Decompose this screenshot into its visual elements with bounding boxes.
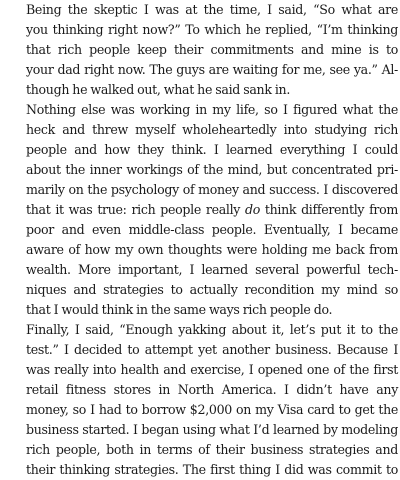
text-line: their thinking strategies. The first thing I did was commit to [26,462,398,477]
text-line: poor and even middle-class people. Eventually, I became [26,222,398,237]
text-line: people and how they think. I learned everything I could [26,142,398,157]
text-segment: think differently from [259,202,398,217]
text-line: wealth. More important, I learned several powerful tech- [26,262,398,277]
text-line: that rich people keep their commitments and mine is to [26,42,398,57]
text-line-with-emphasis [4,200,398,220]
text-line: business started. I began using what I’d learned by modeling [26,422,398,437]
text-line: test.” I decided to attempt yet another business. Because I [26,342,398,357]
text-line: Nothing else was working in my life, so I figured what the [26,102,398,117]
text-line: though he walked out, what he said sank in. [26,82,291,97]
text-line: about the inner workings of the mind, but concentrated pri- [26,162,398,177]
text-line: heck and threw myself wholeheartedly into studying rich [26,122,398,137]
text-line: aware of how my own thoughts were holding me back from [26,242,398,257]
text-line: was really into health and exercise, I opened one of the first [26,362,398,377]
text-line: rich people, both in terms of their business strategies and [26,442,398,457]
text-line: your dad right now. The guys are waiting for me, see ya.” Al- [26,62,398,77]
paragraph-3 [4,320,398,480]
text-line: Being the skeptic I was at the time, I said, “So what are [26,2,398,17]
text-line: money, so I had to borrow $2,000 on my Visa card to get the [26,402,398,417]
book-page [4,0,398,477]
text-line: that I would think in the same ways rich people do. [26,302,333,317]
paragraph-1 [4,0,398,100]
text-line: retail fitness stores in North America. I didn’t have any [26,382,398,397]
emphasized-word: do [244,202,260,217]
text-line: Finally, I said, “Enough yakking about it, let’s put it to the [26,322,398,337]
text-segment: that it was true: rich people really [26,202,245,217]
text-line: marily on the psychology of money and success. I discovered [26,182,398,197]
text-line: niques and strategies to actually recondition my mind so [26,282,398,297]
paragraph-2 [4,100,398,320]
text-line: you thinking right now?” To which he replied, “I’m thinking [26,22,398,37]
